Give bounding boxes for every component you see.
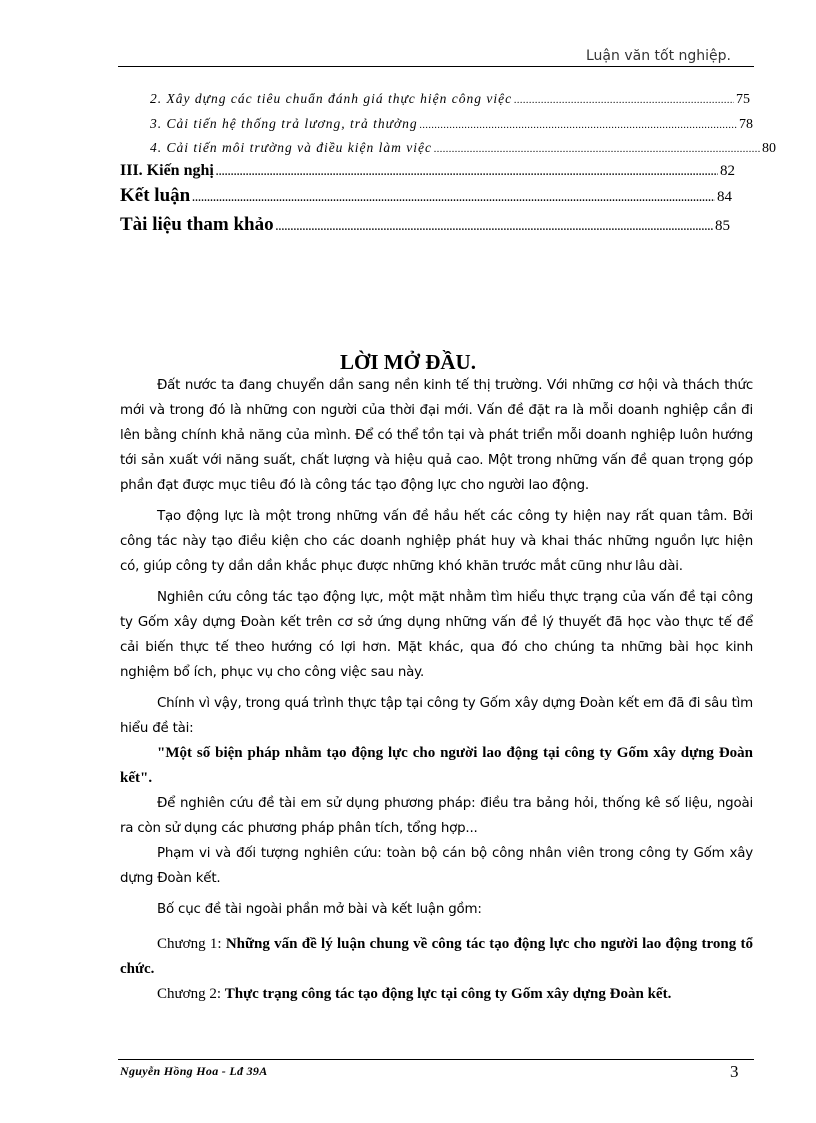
toc-leader xyxy=(216,167,718,178)
toc-entry xyxy=(150,91,750,108)
footer-author: Nguyễn Hồng Hoa - Lđ 39A xyxy=(120,1064,268,1078)
footer-divider xyxy=(118,1059,754,1060)
chapter-entry xyxy=(120,932,753,982)
paragraph: Chính vì vậy, trong quá trình thực tập tại công ty Gốm xây dựng Đoàn kết em đã đi sâu tìm hiểu đề tài: xyxy=(120,696,753,736)
paragraph: Để nghiên cứu đề tài em sử dụng phương pháp: điều tra bảng hỏi, thống kê số liệu, ngoài ra còn sử dụng các phương pháp phân tích, tổng hợp... xyxy=(120,796,753,836)
toc-leader xyxy=(434,144,760,155)
paragraph: Tạo động lực là một trong những vấn đề hầu hết các công ty hiện nay rất quan tâm. Bởi công tác này tạo điều kiện cho các doanh nghiệp phát huy và khai thác những nguồn lực hiện có, giúp công ty dần dần khắc phục được những khó khăn trước mắt cũng như lâu dài. xyxy=(120,509,753,574)
chapter-text: Những vấn đề lý luận chung về công tác tạo động lực cho người lao động trong tổ chức. xyxy=(120,936,754,977)
page-number: 3 xyxy=(730,1062,739,1081)
toc-entry-page: 80 xyxy=(762,141,776,156)
toc-entry-page: 78 xyxy=(739,117,753,132)
section-heading: LỜI MỞ ĐẦU. xyxy=(340,350,476,374)
toc-entry-label: 3. Cải tiến hệ thống trả lương, trả thưởng xyxy=(150,116,418,131)
document-title: Luận văn tốt nghiệp. xyxy=(586,48,731,64)
toc-leader xyxy=(420,120,737,131)
toc-entry xyxy=(120,214,730,236)
toc-leader xyxy=(192,193,715,204)
toc-leader xyxy=(514,95,734,106)
toc-entry-label: Kết luận xyxy=(120,185,191,206)
paragraph: Đất nước ta đang chuyển dần sang nền kinh tế thị trường. Với những cơ hội và thách thức mới và trong đó là những con người của thời đại mới. Vấn đề đặt ra là mỗi doanh nghiệp cần đi lên bằng chính khả năng của mình. Để có thể tồn tại và phát triển mỗi doanh nghiệp luôn hướng tới sản xuất với năng suất, chất lượng và hiệu quả cao. Một trong những vấn đề quan trọng góp phần đạt được mục tiêu đó là công tác tạo động lực cho người lao động. xyxy=(120,378,753,493)
toc-entry xyxy=(150,140,776,157)
toc-entry-page: 82 xyxy=(720,163,735,179)
chapter-label: Chương 1: xyxy=(157,936,222,952)
toc-entry-page: 85 xyxy=(715,218,730,234)
chapter-label: Chương 2: xyxy=(157,986,221,1002)
toc-entry xyxy=(120,162,735,180)
toc-entry xyxy=(120,185,732,207)
intro-body xyxy=(120,373,753,1007)
chapter-text: Thực trạng công tác tạo động lực tại công ty Gốm xây dựng Đoàn kết. xyxy=(224,986,672,1002)
toc-entry-page: 84 xyxy=(717,189,732,205)
toc-entry-label: 2. Xây dựng các tiêu chuẩn đánh giá thực hiện công việc xyxy=(150,91,513,106)
paragraph: Bố cục đề tài ngoài phần mở bài và kết luận gồm: xyxy=(157,902,482,917)
paragraph: Nghiên cứu công tác tạo động lực, một mặt nhằm tìm hiểu thực trạng của vấn đề tại công ty Gốm xây dựng Đoàn kết trên cơ sở ứng dụng những vấn đề lý thuyết đã học vào thực tế để cải biến thực tế theo hướng có lợi hơn. Mặt khác, qua đó cho chúng ta những bài học kinh nghiệm bổ ích, phục vụ cho công việc sau này. xyxy=(120,590,753,680)
toc-entry-label: Tài liệu tham khảo xyxy=(120,214,274,235)
toc-entry-page: 75 xyxy=(736,92,750,107)
toc-entry xyxy=(150,116,753,133)
header-divider xyxy=(118,66,754,67)
toc-leader xyxy=(276,222,713,233)
thesis-topic: "Một số biện pháp nhằm tạo động lực cho người lao động tại công ty Gốm xây dựng Đoàn kết". xyxy=(120,745,753,786)
toc-entry-label: 4. Cải tiến môi trường và điều kiện làm việc xyxy=(150,140,433,155)
paragraph: Phạm vi và đối tượng nghiên cứu: toàn bộ cán bộ công nhân viên trong công ty Gốm xây dựng Đoàn kết. xyxy=(120,846,753,886)
chapter-entry xyxy=(120,982,753,1007)
toc-entry-label: III. Kiến nghị xyxy=(120,162,214,179)
